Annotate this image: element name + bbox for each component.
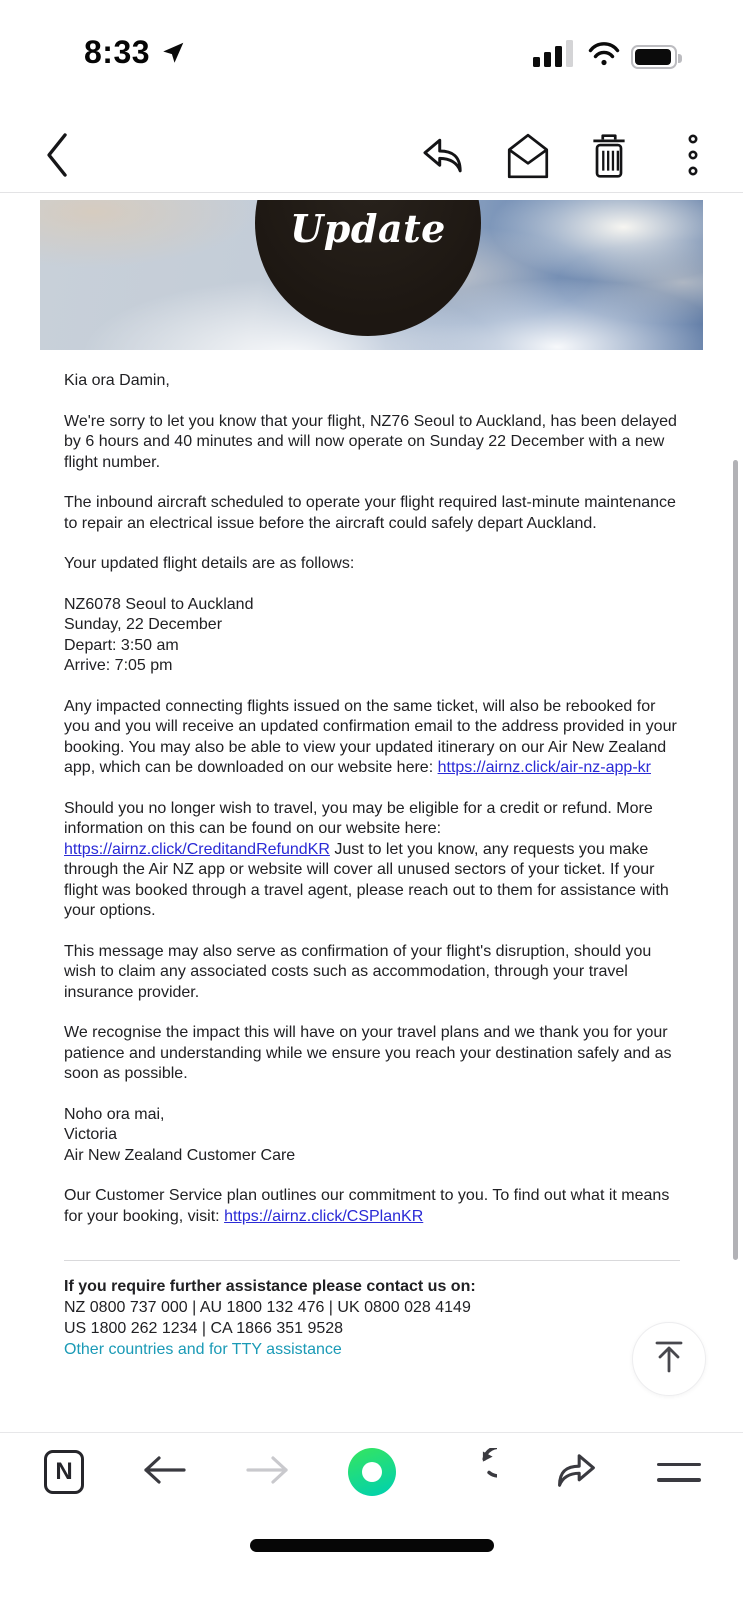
flight-depart: Depart: 3:50 am <box>64 636 179 654</box>
signoff-line2: Victoria <box>64 1126 118 1143</box>
flight-details <box>64 595 680 677</box>
nav-back-button[interactable] <box>140 1454 188 1491</box>
paragraph-refund-text-before: Should you no longer wish to travel, you may be eligible for a credit or refund. More information on this can be found on our website here: <box>64 799 653 837</box>
divider <box>64 1260 680 1261</box>
paragraph-details-intro: Your updated flight details are as follows: <box>64 555 355 572</box>
app-download-link[interactable]: https://airnz.click/air-nz-app-kr <box>437 759 651 776</box>
paragraph-thanks: We recognise the impact this will have on your travel plans and we thank you for your patience and understanding while we ensure you reach your destination safely and as soon as possible. <box>64 1024 672 1082</box>
signoff-line1: Noho ora mai, <box>64 1105 165 1123</box>
nav-forward-button[interactable] <box>244 1454 292 1491</box>
assistance-block <box>64 1276 680 1360</box>
signoff-line3: Air New Zealand Customer Care <box>64 1146 296 1164</box>
naver-logo-letter: N <box>55 1458 73 1485</box>
signoff <box>64 1105 680 1167</box>
scroll-to-top-arrow-icon <box>653 1339 685 1380</box>
assistance-phones-2: US 1800 262 1234 | CA 1866 351 9528 <box>64 1320 344 1337</box>
hero-image <box>40 200 703 350</box>
email-content <box>40 200 703 1360</box>
home-indicator[interactable] <box>250 1539 494 1552</box>
refresh-button[interactable] <box>453 1448 497 1497</box>
hero-title: Update <box>290 206 446 251</box>
paragraph-refund <box>64 799 680 922</box>
paragraph-rebooked-text: Any impacted connecting flights issued on the same ticket, will also be rebooked for you and you will receive an updated confirmation email to the address provided in your booking. You may also be able to view your updated itinerary on our Air New Zealand app, which can be downloaded on our website here: <box>64 697 677 776</box>
paragraph-rebooked <box>64 697 680 779</box>
scroll-to-top-button[interactable] <box>632 1322 706 1396</box>
greeting: Kia ora Damin, <box>64 372 170 389</box>
mark-unread-button[interactable] <box>505 131 551 186</box>
top-chrome <box>0 0 743 193</box>
paragraph-csplan-text: Our Customer Service plan outlines our commitment to you. To find out what it means for your booking, visit: <box>64 1187 670 1225</box>
location-arrow-icon <box>160 40 186 71</box>
tty-assistance-link[interactable]: Other countries and for TTY assistance <box>64 1341 342 1358</box>
cellular-signal-icon <box>533 40 577 73</box>
battery-icon <box>631 45 677 69</box>
paragraph-aircraft: The inbound aircraft scheduled to operate your flight required last-minute maintenance to repair an electrical issue before the aircraft could safely depart Auckland. <box>64 494 676 532</box>
paragraph-refund-text-after: Just to let you know, any requests you make through the Air NZ app or website will cover all unused sectors of your ticket. If your flight was booked through a travel agent, please reach out to them for assistance with your options. <box>64 840 669 919</box>
more-options-button[interactable] <box>686 131 700 186</box>
green-dot-home-button[interactable] <box>348 1448 396 1496</box>
paragraph-delay: We're sorry to let you know that your flight, NZ76 Seoul to Auckland, has been delayed by 6 hours and 40 minutes and will now operate on Sunday 22 December with a new flight number. <box>64 412 677 471</box>
status-icons <box>533 40 677 73</box>
naver-logo-button[interactable] <box>44 1450 84 1494</box>
scrollbar-thumb[interactable] <box>733 460 738 1260</box>
reply-button[interactable] <box>417 131 467 184</box>
assistance-phones-1: NZ 0800 737 000 | AU 1800 132 476 | UK 0800 028 4149 <box>64 1299 471 1316</box>
bottom-nav <box>0 1432 743 1611</box>
flight-route: NZ6078 Seoul to Auckland <box>64 595 254 613</box>
back-button[interactable] <box>44 131 70 184</box>
cs-plan-link[interactable]: https://airnz.click/CSPlanKR <box>224 1207 424 1225</box>
flight-arrive: Arrive: 7:05 pm <box>64 657 173 674</box>
paragraph-confirmation: This message may also serve as confirmation of your flight's disruption, should you wish to claim any associated costs such as accommodation, through your travel insurance provider. <box>64 942 652 1001</box>
paragraph-csplan <box>64 1186 680 1227</box>
share-button[interactable] <box>553 1451 601 1494</box>
menu-button[interactable] <box>657 1463 701 1482</box>
assistance-heading: If you require further assistance please contact us on: <box>64 1278 476 1295</box>
credit-refund-link[interactable]: https://airnz.click/CreditandRefundKR <box>64 840 330 858</box>
delete-button[interactable] <box>588 131 630 186</box>
flight-date: Sunday, 22 December <box>64 616 223 633</box>
wifi-icon <box>588 42 620 71</box>
email-body <box>64 371 680 1360</box>
status-time: 8:33 <box>84 34 151 70</box>
